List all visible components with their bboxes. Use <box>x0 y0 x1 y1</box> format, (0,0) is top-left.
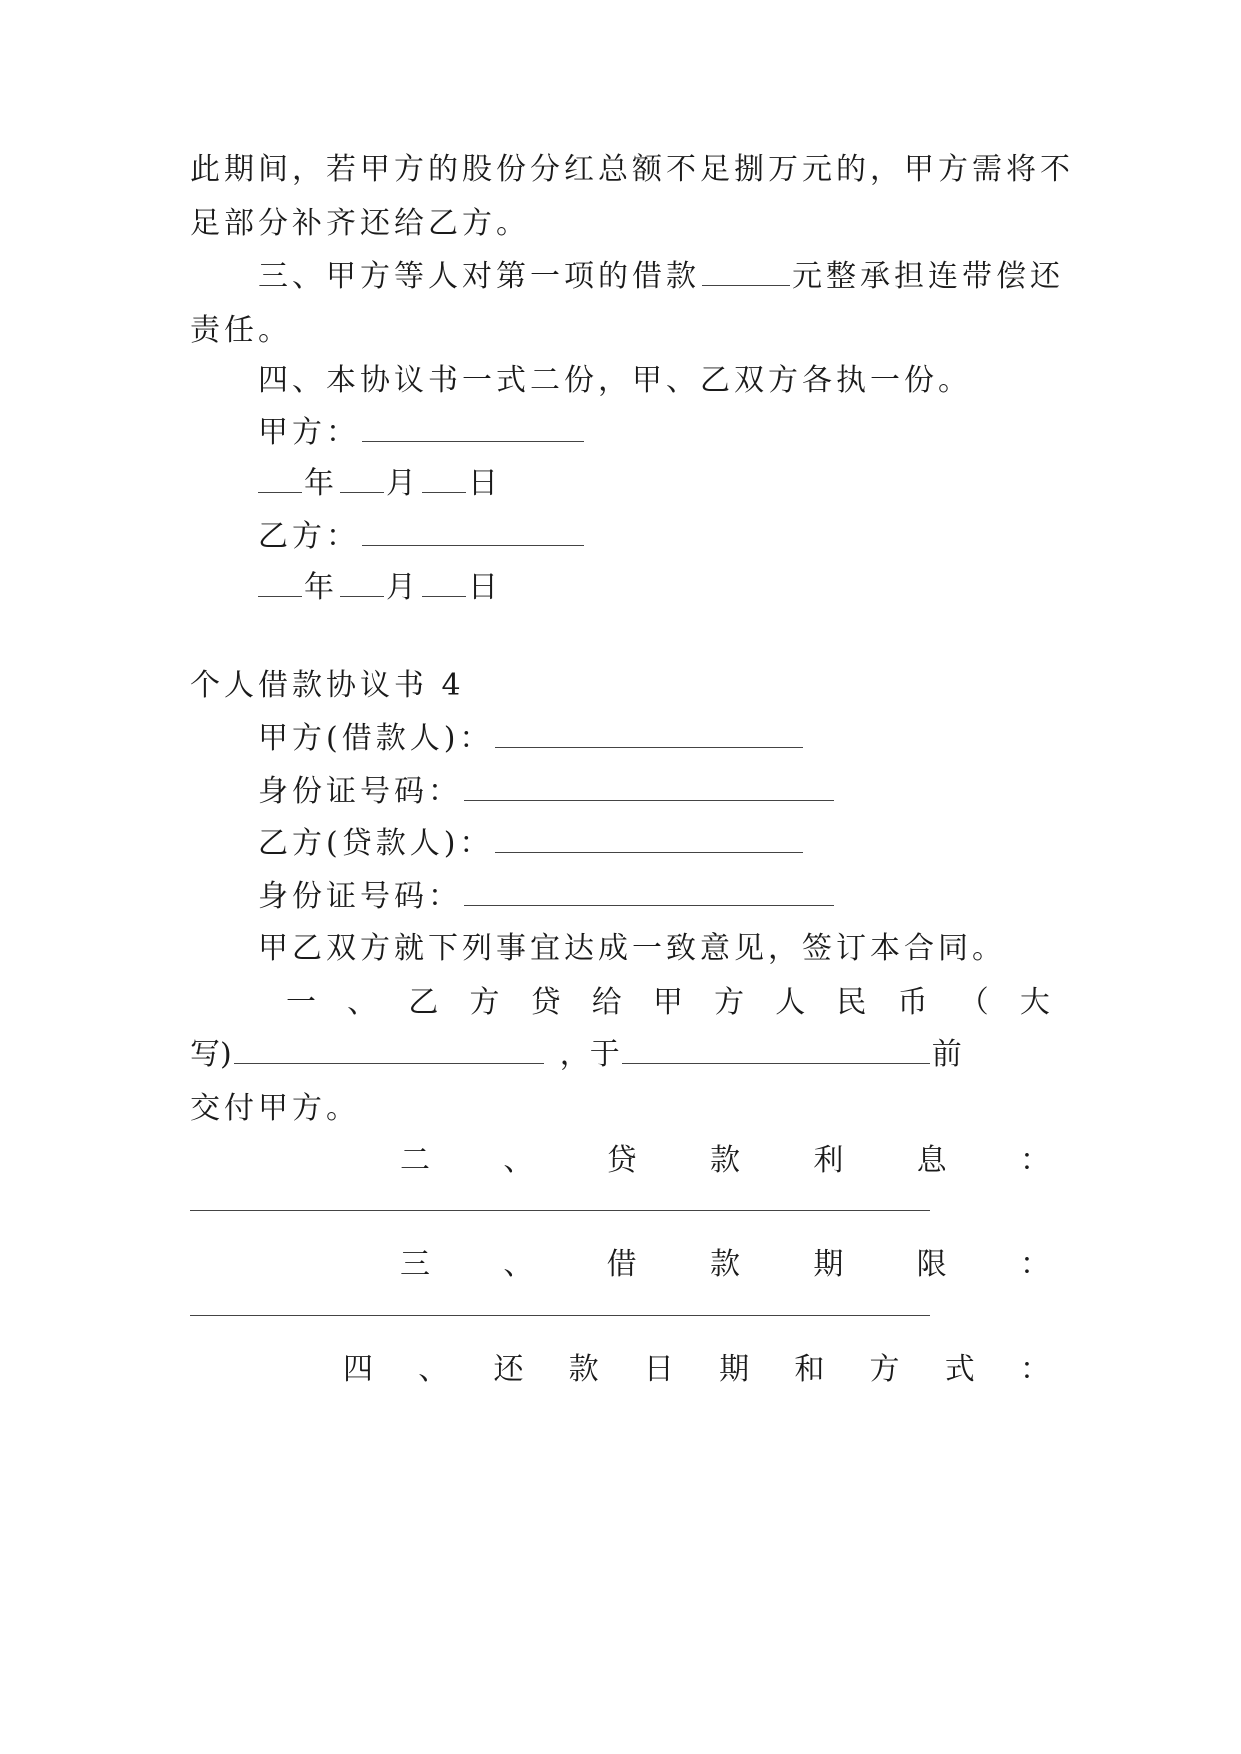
lender-field <box>258 824 1050 864</box>
lender-id-blank[interactable] <box>464 904 834 906</box>
party-b-blank[interactable] <box>362 544 584 546</box>
heading-char: 币 <box>897 985 928 1020</box>
month-blank[interactable] <box>340 595 384 597</box>
lender-id-field <box>258 877 1050 917</box>
lender-blank[interactable] <box>495 851 803 853</box>
heading-char: 二 <box>400 1143 430 1178</box>
year-label: 年 <box>304 466 338 501</box>
id-label: 身份证号码： <box>258 879 462 914</box>
month-label: 月 <box>386 466 420 501</box>
year-blank[interactable] <box>258 595 302 597</box>
day-label: 日 <box>468 466 502 501</box>
heading-char: 利 <box>813 1143 844 1178</box>
clause-2-blank-line[interactable] <box>190 1210 930 1212</box>
party-b-signature <box>258 517 1050 557</box>
heading-char: 方 <box>714 985 745 1020</box>
day-blank[interactable] <box>422 491 466 493</box>
year-label: 年 <box>304 570 338 605</box>
lender-label: 乙方(贷款人)： <box>258 826 494 861</box>
heading-char: ： <box>1019 1143 1050 1178</box>
clause-3-blank-line[interactable] <box>190 1315 930 1317</box>
party-b-label: 乙方： <box>258 519 360 554</box>
heading-char: 借 <box>606 1247 637 1282</box>
id-label: 身份证号码： <box>258 774 462 809</box>
clause-1-line-3: 交付甲方。 <box>190 1091 360 1126</box>
heading-char: 款 <box>709 1247 740 1282</box>
amount-uppercase-blank[interactable] <box>234 1062 544 1064</box>
year-blank[interactable] <box>258 491 302 493</box>
clause-3-heading <box>400 1245 1050 1285</box>
borrower-id-blank[interactable] <box>464 799 834 801</box>
delivery-date-blank[interactable] <box>622 1062 930 1064</box>
clause-text: 三、甲方等人对第一项的借款 <box>258 259 700 294</box>
section-title: 个人借款协议书 4 <box>190 668 465 703</box>
agreement-intro: 甲乙双方就下列事宜达成一致意见，签订本合同。 <box>258 931 1006 966</box>
clause-text: 写) <box>190 1037 232 1072</box>
paragraph-line: 足部分补齐还给乙方。 <box>190 206 530 241</box>
heading-char: 还 <box>493 1352 524 1387</box>
date-line-a <box>258 464 1050 504</box>
heading-char: 、 <box>347 985 378 1020</box>
heading-char: 和 <box>794 1352 825 1387</box>
heading-char: 方 <box>869 1352 900 1387</box>
heading-char: 限 <box>916 1247 947 1282</box>
heading-char: 款 <box>568 1352 599 1387</box>
paragraph-line: 此期间，若甲方的股份分红总额不足捌万元的，甲方需将不 <box>190 152 1074 187</box>
clause-text: 前 <box>931 1037 962 1072</box>
heading-char: ： <box>1019 1247 1050 1282</box>
heading-char: 甲 <box>652 985 683 1020</box>
month-blank[interactable] <box>340 491 384 493</box>
clause-2-heading <box>400 1141 1050 1181</box>
clause-1-line-2 <box>190 1035 1050 1075</box>
borrower-label: 甲方(借款人)： <box>258 721 494 756</box>
clause-joint-liability <box>258 257 1064 297</box>
borrower-field <box>258 719 1050 759</box>
heading-char: 乙 <box>408 985 439 1020</box>
day-label: 日 <box>468 570 502 605</box>
heading-char: 、 <box>418 1352 449 1387</box>
party-a-label: 甲方： <box>258 415 360 450</box>
heading-char: ： <box>1019 1352 1050 1387</box>
heading-char: 款 <box>709 1143 740 1178</box>
heading-char: 四 <box>343 1352 373 1387</box>
borrower-blank[interactable] <box>495 746 803 748</box>
heading-char: 、 <box>503 1247 534 1282</box>
clause-text: ，于 <box>559 1037 620 1072</box>
clause-copies: 四、本协议书一式二份，甲、乙双方各执一份。 <box>258 363 972 398</box>
heading-char: 给 <box>591 985 622 1020</box>
heading-char: 大 <box>1019 985 1050 1020</box>
heading-char: 人 <box>775 985 806 1020</box>
heading-char: 民 <box>836 985 867 1020</box>
clause-4-heading <box>343 1350 1050 1390</box>
heading-char: 贷 <box>606 1143 637 1178</box>
heading-char: 方 <box>469 985 500 1020</box>
clause-1-line-1 <box>286 983 1050 1023</box>
heading-char: 贷 <box>530 985 561 1020</box>
heading-char: 期 <box>813 1247 844 1282</box>
heading-char: 三 <box>400 1247 430 1282</box>
date-line-b <box>258 568 1050 608</box>
borrower-id-field <box>258 772 1050 812</box>
heading-char: 日 <box>643 1352 674 1387</box>
clause-text: 元整承担连带偿还 <box>792 259 1064 294</box>
heading-char: 期 <box>719 1352 750 1387</box>
heading-char: 一 <box>286 985 316 1020</box>
day-blank[interactable] <box>422 595 466 597</box>
party-a-signature <box>258 413 1050 453</box>
heading-char: 式 <box>944 1352 975 1387</box>
heading-char: 息 <box>916 1143 947 1178</box>
amount-blank[interactable] <box>702 284 790 286</box>
month-label: 月 <box>386 570 420 605</box>
heading-char: 、 <box>503 1143 534 1178</box>
party-a-blank[interactable] <box>362 440 584 442</box>
heading-char: （ <box>958 985 989 1020</box>
paragraph-line: 责任。 <box>190 313 292 348</box>
